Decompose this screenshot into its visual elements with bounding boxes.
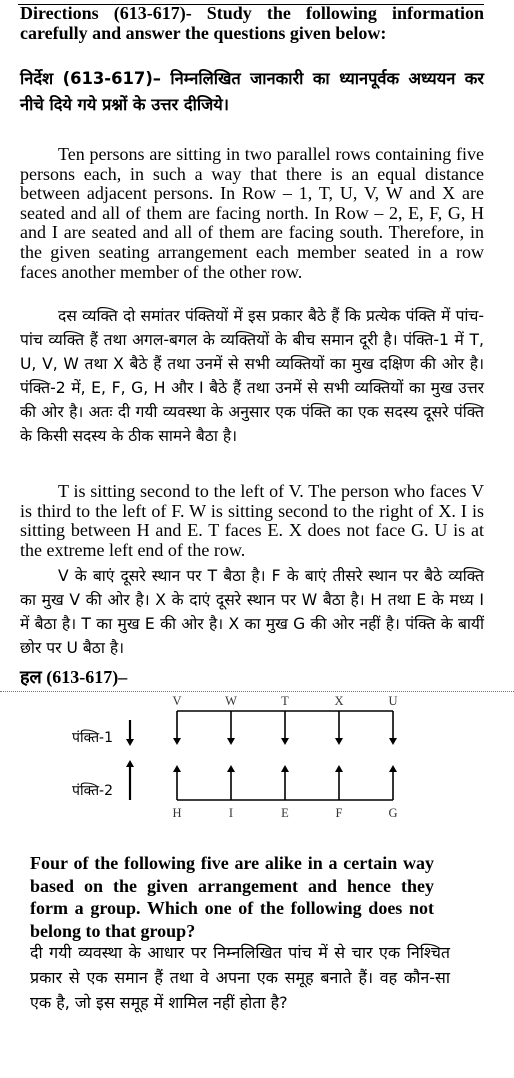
row-1-person-X-arrow-head	[335, 738, 343, 745]
paragraph-1-english: Ten persons are sitting in two parallel rows containing five persons each, in such a way that there is an equal distance between adjacent persons. In Row – 1, T, U, V, W and X are seated and all of them are facing north. In Row – 2, E, F, G, H and I are seated and all of them are facing south. Therefore, in the given seating arrangement each member seated in a row faces another member of the other row.	[20, 144, 484, 282]
directions-hindi: निर्देश (613-617)– निम्नलिखित जानकारी का ध्यानपूर्वक अध्ययन कर नीचे दिये गये प्रश्नों के उत्तर दीजिये।	[20, 69, 484, 114]
row-1-person-U-arrow-head	[389, 738, 397, 745]
row-2-person-I-arrow-head	[227, 765, 235, 772]
row-1-person-V: V	[172, 694, 182, 708]
row-2-person-G-arrow-head	[389, 765, 397, 772]
question-hindi: दी गयी व्यवस्था के आधार पर निम्नलिखित पांच में से चार एक निश्चित प्रकार से एक समान हैं तथा वे अपना एक समूह बनाते हैं। वह कौन-सा एक है, जो इस समूह में शामिल नहीं होता है?	[30, 943, 450, 1012]
seating-diagram	[0, 690, 514, 830]
row-2-facing-arrow-head	[126, 760, 134, 767]
row-1-label: पंक्ति-1	[72, 730, 114, 746]
row-2-person-G: G	[388, 806, 398, 820]
paragraph-2-english: T is sitting second to the left of V. The person who faces V is third to the left of F. W is sitting second to the right of X. I is sitting between H and E. T faces E. X does not face G. U is at the extreme left end of the row.	[20, 481, 484, 560]
row-2-person-H: H	[172, 806, 182, 820]
row-2-person-H-arrow-head	[173, 765, 181, 772]
row-2-person-E: E	[281, 806, 289, 820]
paragraph-2-hindi: V के बाएं दूसरे स्थान पर T बैठा है। F के बाएं तीसरे स्थान पर बैठे व्यक्ति का मुख V की ओर है। X के दाएं दूसरे स्थान पर W बैठा है। H तथा E के मध्य I में बैठा है। T का मुख E की ओर है। X का मुख G की ओर नहीं है। पंक्ति के बायीं छोर पर U बैठा है।	[20, 567, 484, 657]
directions-english: Directions (613-617)- Study the following information carefully and answer the questions given below:	[20, 3, 484, 43]
row-2-label: पंक्ति-2	[72, 783, 114, 799]
question-english: Four of the following five are alike in a certain way based on the given arrangement and hence they form a group. Which one of the following does not belong to that group?	[30, 853, 434, 941]
row-1-person-T-arrow-head	[281, 738, 289, 745]
row-2-person-F: F	[335, 806, 343, 820]
paragraph-1-hindi: दस व्यक्ति दो समांतर पंक्तियों में इस प्रकार बैठे हैं कि प्रत्येक पंक्ति में पांच-पांच व्यक्ति हैं तथा अगल-बगल के व्यक्तियों के बीच समान दूरी है। पंक्ति-1 में T, U, V, W तथा X बैठे हैं तथा उनमें से सभी व्यक्तियों का मुख दक्षिण की ओर है। पंक्ति-2 में, E, F, G, H और I बैठे हैं तथा उनमें से सभी व्यक्तियों का मुख उत्तर की ओर है। अतः दी गयी व्यवस्था के अनुसार एक पंक्ति का एक सदस्य दूसरे पंक्ति के किसी सदस्य के ठीक सामने बैठा है।	[20, 307, 484, 445]
row-1-facing-arrow-head	[126, 739, 134, 746]
row-2-person-E-arrow-head	[281, 765, 289, 772]
row-1-person-U: U	[388, 694, 398, 708]
row-1-person-V-arrow-head	[173, 738, 181, 745]
row-1-person-T: T	[281, 694, 289, 708]
row-2-person-I: I	[228, 806, 234, 820]
solution-label: हल (613-617)–	[20, 667, 128, 687]
row-1-person-W: W	[225, 694, 237, 708]
row-1-person-W-arrow-head	[227, 738, 235, 745]
row-2-person-F-arrow-head	[335, 765, 343, 772]
row-1-person-X: X	[334, 694, 344, 708]
seating-diagram-svg	[0, 690, 514, 830]
